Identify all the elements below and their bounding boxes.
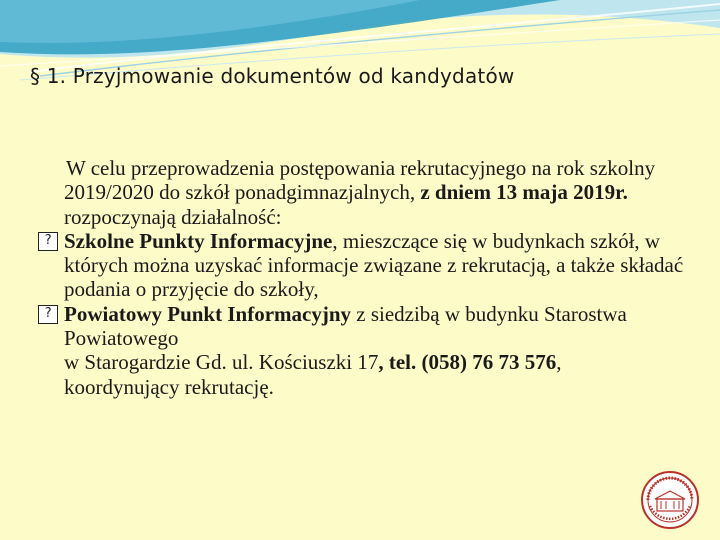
missing-glyph-box-icon: ? [38, 232, 58, 251]
intro-paragraph [64, 156, 694, 229]
bullet-text-county-point: z siedzibą w budynku Starostwa Powiatowego [64, 301, 627, 351]
slide-title: § 1. Przyjmowanie dokumentów od kandydatów [30, 64, 515, 88]
start-date: z dniem 13 maja 2019r. [420, 180, 628, 205]
intro-text-2: rozpoczynają działalność: [64, 204, 282, 229]
bullet-title-county-point: Powiatowy Punkt Informacyjny [64, 301, 351, 326]
county-point-phone: , tel. (058) 76 73 576 [378, 350, 557, 375]
slide-body [44, 156, 694, 399]
bullet-title-school-points: Szkolne Punkty Informacyjne [64, 228, 333, 253]
county-point-comma: , [556, 350, 562, 375]
missing-glyph-box-icon: ? [38, 305, 58, 324]
bullet-item-county-point [44, 301, 694, 399]
bullet-text-school-points: , mieszczące się w budynkach szkół, w których można uzyskać informacje związane z rekrutacją, a także składać podania o przyjęcie do szkoły, [64, 228, 684, 302]
intro-text-1: W celu przeprowadzenia postępowania rekrutacyjnego na rok szkolny 2019/2020 do szkół ponadgimnazjalnych, [64, 156, 656, 205]
bullet-item-school-points [44, 228, 694, 302]
county-point-address: w Starogardzie Gd. ul. Kościuszki 17 [64, 350, 379, 375]
county-point-role: koordynujący rekrutację. [64, 374, 274, 399]
school-emblem-logo [640, 470, 700, 530]
